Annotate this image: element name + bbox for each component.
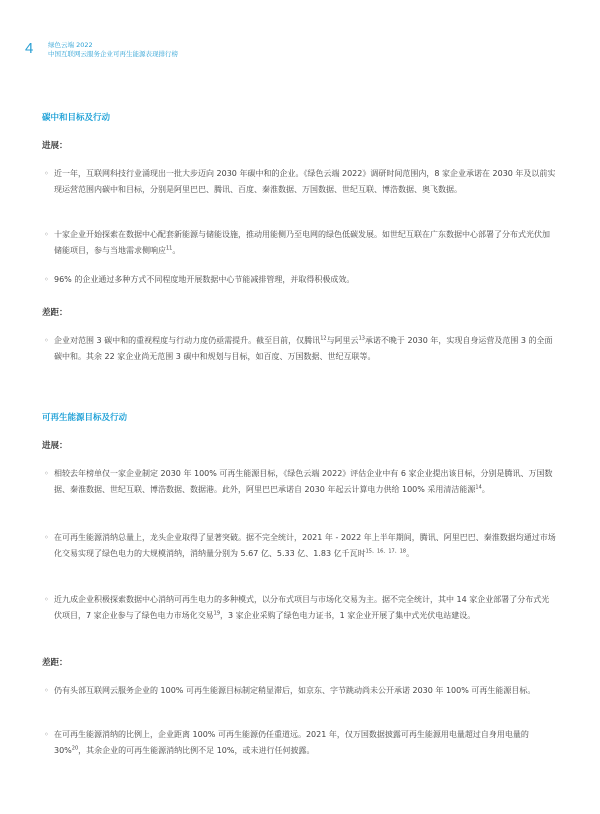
list-item: [42, 333, 557, 364]
footnote-ref: 20: [71, 744, 79, 751]
item-text: 在可再生能源消纳总量上，龙头企业取得了显著突破。据不完全统计，2021 年 - 2022 年上半年期间，腾讯、阿里巴巴、秦淮数据均通过市场化交易实现了绿色电力的大规模消纳，消纳量分别为 5.67 亿、5.33 亿、1.83 亿千瓦时: [54, 533, 556, 558]
bullet-icon: ◦: [44, 336, 49, 345]
progress-label: 进展：: [42, 141, 68, 151]
item-text: 承诺不晚于 2030 年，实现自身运营及范围 3 的全面碳中和。其余 22 家企业尚无范围 3 碳中和规划与目标，如百度、万国数据、世纪互联等。: [54, 336, 553, 361]
progress-label: 进展：: [42, 441, 68, 451]
page-number: 4: [25, 40, 34, 57]
item-text: 近一年，互联网科技行业涌现出一批大步迈向 2030 年碳中和的企业。《绿色云端 2022》调研时间范围内，8 家企业承诺在 2030 年及以前实现运营范围内碳中和目标，分别是阿里巴巴、腾讯、百度、秦淮数据、万国数据、世纪互联、博浩数据、奥飞数据。: [54, 169, 556, 194]
item-text: 近九成企业积极探索数据中心消纳可再生电力的多种模式，以分布式项目与市场化交易为主。据不完全统计，其中 14 家企业部署了分布式光伏项目，7 家企业参与了绿色电力市场化交易: [54, 595, 550, 620]
report-title: [48, 41, 178, 59]
list-item: [42, 466, 557, 497]
list-item: [42, 166, 557, 197]
footnote-ref: 12: [320, 335, 327, 342]
item-text: 十家企业开始探索在数据中心配套新能源与储能设施，推动用能侧乃至电网的绿色低碳发展。如世纪互联在广东数据中心部署了分布式光伏加储能项目，参与当地需求侧响应: [54, 230, 550, 255]
footnote-ref: 11: [166, 244, 173, 251]
item-text-tail: 。: [406, 548, 415, 558]
report-subtitle: 中国互联网云服务企业可再生能源表现排行榜: [48, 50, 178, 58]
bullet-icon: ◦: [44, 686, 49, 695]
bullet-icon: ◦: [44, 169, 49, 178]
item-text-tail: 。: [172, 245, 181, 255]
bullet-icon: ◦: [44, 230, 49, 239]
item-text-tail: 。: [481, 484, 490, 494]
item-text: 企业对范围 3 碳中和的重视程度与行动力度仍亟需提升。截至目前，仅腾讯: [54, 336, 321, 345]
footnote-ref: 14: [475, 483, 482, 490]
bullet-icon: ◦: [44, 595, 49, 604]
item-text: 与阿里云: [326, 336, 359, 345]
list-item: [42, 530, 557, 561]
bullet-icon: ◦: [44, 533, 49, 542]
list-item: [42, 272, 557, 288]
item-text: 在可再生能源消纳的比例上，企业距离 100% 可再生能源仍任重道远。2021 年，仅万国数据披露可再生能源用电量超过自身用电量的 30%: [54, 730, 529, 755]
item-text-tail: ，其余企业的可再生能源消纳比例不足 10%，或未进行任何披露。: [78, 745, 315, 755]
bullet-icon: ◦: [44, 275, 49, 284]
item-text: 相较去年榜单仅一家企业制定 2030 年 100% 可再生能源目标，《绿色云端 2022》评估企业中有 6 家企业提出该目标，分别是腾讯、万国数据、秦淮数据、世纪互联、博浩数据、数据港。此外，阿里巴巴承诺自 2030 年起云计算电力供给 100% 采用清洁能源: [54, 469, 553, 494]
bullet-icon: ◦: [44, 730, 49, 739]
list-item: [42, 727, 557, 758]
section-title-renewable: 可再生能源目标及行动: [42, 413, 128, 423]
footnote-ref: 15、16、17、18: [365, 547, 407, 554]
section-title-carbon-neutral: 碳中和目标及行动: [42, 113, 111, 123]
item-text: 96% 的企业通过多种方式不同程度地开展数据中心节能减排管理，并取得积极成效。: [54, 275, 355, 284]
gap-label: 差距：: [42, 308, 68, 318]
footnote-ref: 19: [213, 609, 221, 616]
gap-label: 差距：: [42, 658, 68, 668]
list-item: [42, 592, 557, 623]
item-text-tail: ，3 家企业采购了绿色电力证书，1 家企业开展了集中式光伏电站建设。: [220, 610, 476, 620]
list-item: [42, 683, 557, 699]
footnote-ref: 13: [358, 335, 365, 342]
item-text: 仍有头部互联网云服务企业的 100% 可再生能源目标制定稍显滞后，如京东、字节跳动尚未公开承诺 2030 年 100% 可再生能源目标。: [54, 686, 536, 695]
list-item: [42, 227, 557, 258]
bullet-icon: ◦: [44, 469, 49, 478]
report-title-line1: 绿色云端 2022: [48, 41, 93, 49]
